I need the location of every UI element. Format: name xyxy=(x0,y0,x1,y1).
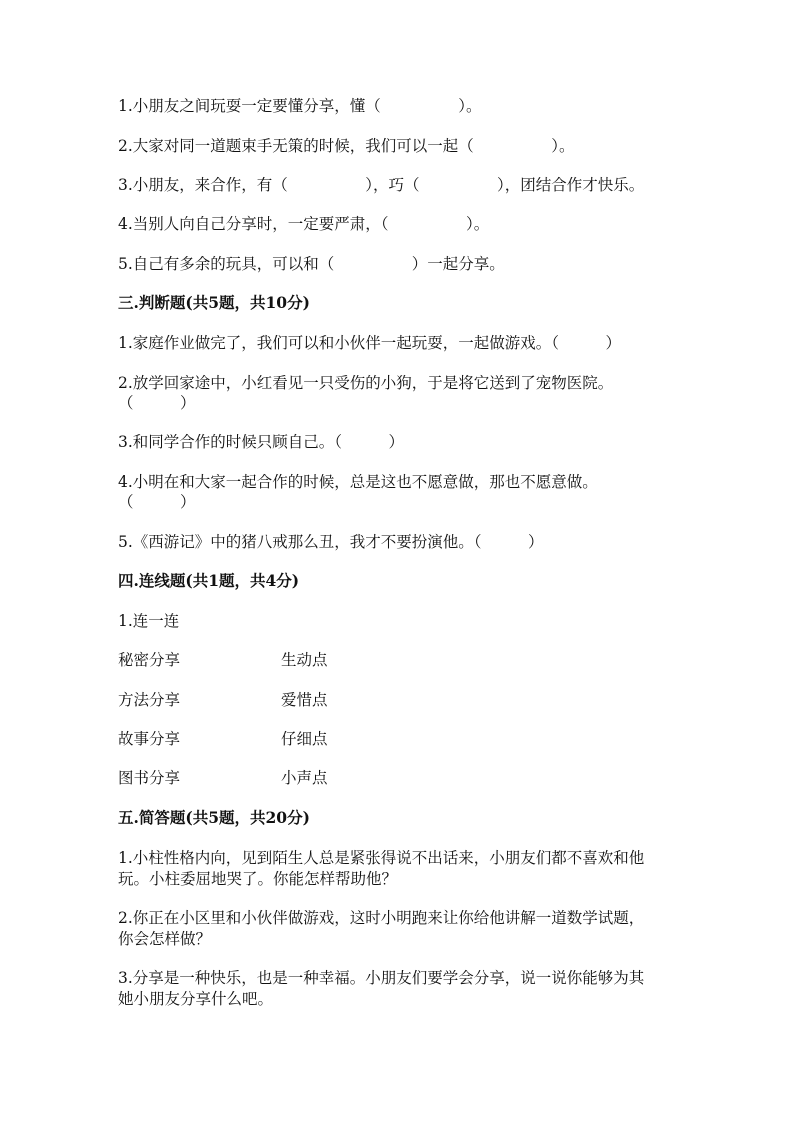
judge-q4: 4.小明在和大家一起合作的时候，总是这也不愿意做，那也不愿意做。 xyxy=(118,473,598,491)
fill-blank-q5: 5.自己有多余的玩具，可以和（ ）一起分享。 xyxy=(118,255,505,273)
matching-right-item: 小声点 xyxy=(281,769,328,787)
short-answer-q1-cont: 玩。小柱委屈地哭了。你能怎样帮助他？ xyxy=(118,870,398,888)
section-heading-judge: 三.判断题(共5题，共10分) xyxy=(118,293,310,312)
section-heading-short-answer: 五.简答题(共5题，共20分) xyxy=(118,808,310,827)
short-answer-q2: 2.你正在小区里和小伙伴做游戏，这时小明跑来让你给他讲解一道数学试题， xyxy=(118,909,645,927)
judge-q1: 1.家庭作业做完了，我们可以和小伙伴一起玩耍，一起做游戏。（ ） xyxy=(118,334,622,352)
judge-q5: 5.《西游记》中的猪八戒那么丑，我才不要扮演他。（ ） xyxy=(118,533,544,551)
matching-right-item: 仔细点 xyxy=(281,730,328,748)
short-answer-q3: 3.分享是一种快乐，也是一种幸福。小朋友们要学会分享，说一说你能够为其 xyxy=(118,969,645,987)
judge-q2: 2.放学回家途中，小红看见一只受伤的小狗，于是将它送到了宠物医院。 xyxy=(118,374,614,392)
matching-prompt: 1.连一连 xyxy=(118,612,180,630)
matching-left-item: 方法分享 xyxy=(118,691,181,709)
matching-right-item: 生动点 xyxy=(281,651,328,669)
matching-left-item: 故事分享 xyxy=(118,730,181,748)
short-answer-q1: 1.小柱性格内向，见到陌生人总是紧张得说不出话来，小朋友们都不喜欢和他 xyxy=(118,849,645,867)
fill-blank-q3: 3.小朋友，来合作，有（ ），巧（ ），团结合作才快乐。 xyxy=(118,176,645,194)
judge-q4-answer: （ ） xyxy=(118,493,196,511)
fill-blank-q2: 2.大家对同一道题束手无策的时候，我们可以一起（ ）。 xyxy=(118,137,575,155)
matching-right-item: 爱惜点 xyxy=(281,691,328,709)
short-answer-q2-cont: 你会怎样做？ xyxy=(118,930,212,948)
short-answer-q3-cont: 她小朋友分享什么吧。 xyxy=(118,990,274,1008)
section-heading-matching: 四.连线题(共1题，共4分) xyxy=(118,571,300,590)
matching-left-item: 图书分享 xyxy=(118,769,181,787)
fill-blank-q4: 4.当别人向自己分享时，一定要严肃，（ ）。 xyxy=(118,215,490,233)
judge-q3: 3.和同学合作的时候只顾自己。（ ） xyxy=(118,433,405,451)
fill-blank-q1: 1.小朋友之间玩耍一定要懂分享，懂（ ）。 xyxy=(118,97,482,115)
judge-q2-answer: （ ） xyxy=(118,394,196,412)
matching-left-item: 秘密分享 xyxy=(118,651,181,669)
